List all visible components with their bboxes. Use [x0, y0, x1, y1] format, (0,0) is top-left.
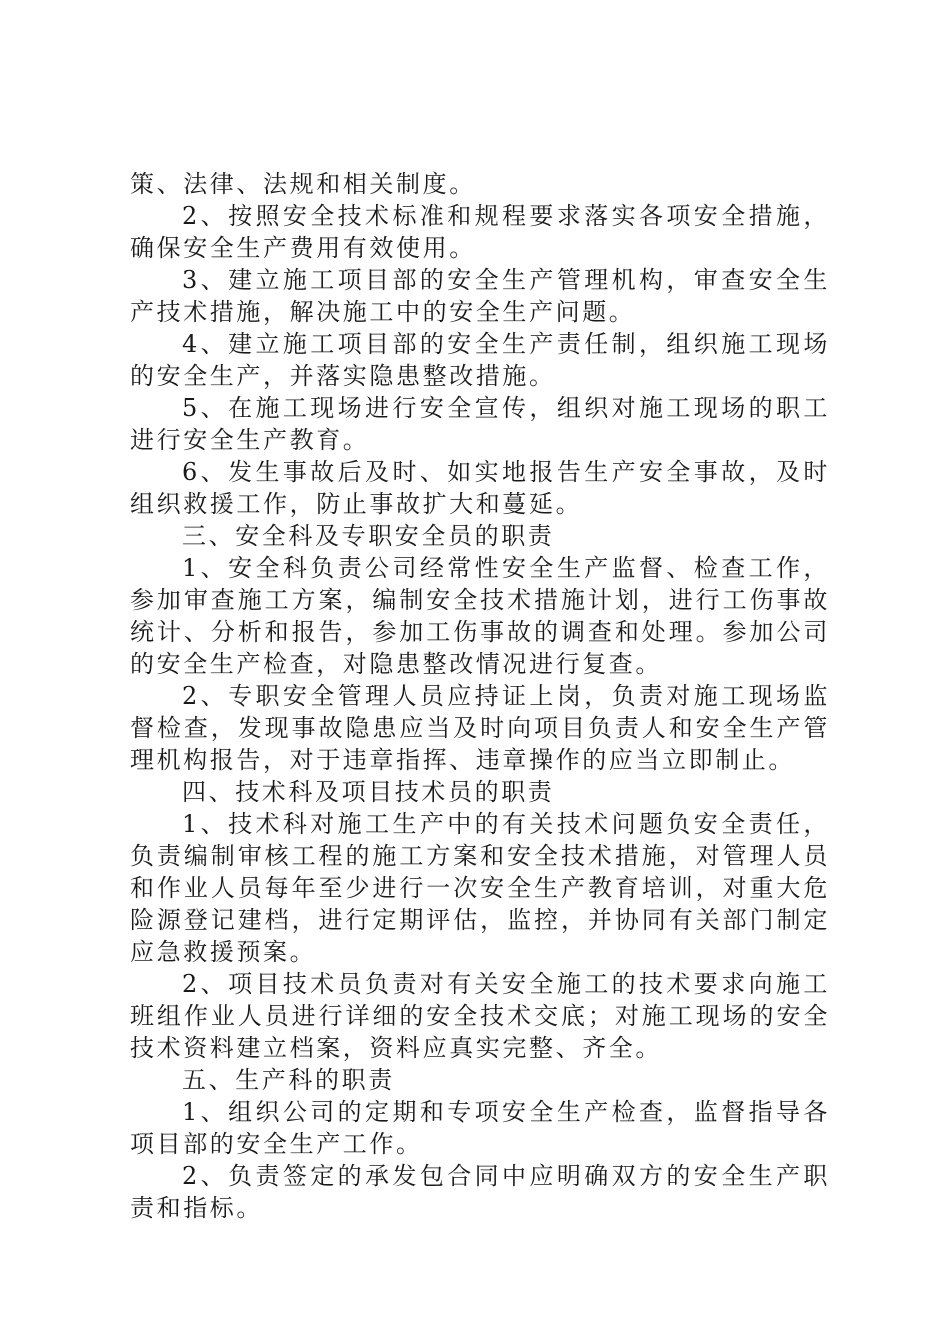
paragraph-continuation: 策、法律、法规和相关制度。	[130, 170, 476, 198]
paragraph-item-3: 3、建立施工项目部的安全生产管理机构，审查安全生产技术措施，解决施工中的安全生产问题。	[130, 266, 830, 326]
paragraph-item-4: 4、建立施工项目部的安全生产责任制，组织施工现场的安全生产，并落实隐患整改措施。	[130, 330, 830, 390]
paragraph-production-dept-1: 1、组织公司的定期和专项安全生产检查，监督指导各项目部的安全生产工作。	[130, 1098, 830, 1158]
paragraph-safety-dept-1: 1、安全科负责公司经常性安全生产监督、检查工作，参加审查施工方案，编制安全技术措施计划，进行工伤事故统计、分析和报告，参加工伤事故的调查和处理。参加公司的安全生产检查，对隐患整改情况进行复查。	[130, 554, 830, 678]
paragraph-tech-dept-2: 2、项目技术员负责对有关安全施工的技术要求向施工班组作业人员进行详细的安全技术交底；对施工现场的安全技术资料建立档案，资料应真实完整、齐全。	[130, 970, 830, 1062]
paragraph-item-5: 5、在施工现场进行安全宣传，组织对施工现场的职工进行安全生产教育。	[130, 394, 830, 454]
paragraph-item-2: 2、按照安全技术标准和规程要求落实各项安全措施，确保安全生产费用有效使用。	[130, 202, 830, 262]
paragraph-item-6: 6、发生事故后及时、如实地报告生产安全事故，及时组织救援工作，防止事故扩大和蔓延。	[130, 458, 830, 518]
paragraph-production-dept-2: 2、负责签定的承发包合同中应明确双方的安全生产职责和指标。	[130, 1162, 830, 1222]
paragraph-safety-dept-2: 2、专职安全管理人员应持证上岗，负责对施工现场监督检查，发现事故隐患应当及时向项目负责人和安全生产管理机构报告，对于违章指挥、违章操作的应当立即制止。	[130, 682, 830, 774]
section-heading-3: 三、安全科及专职安全员的职责	[182, 522, 555, 550]
section-heading-4: 四、技术科及项目技术员的职责	[182, 778, 555, 806]
document-body	[130, 168, 830, 1224]
section-heading-5: 五、生产科的职责	[182, 1066, 395, 1094]
paragraph-tech-dept-1: 1、技术科对施工生产中的有关技术问题负安全责任，负责编制审核工程的施工方案和安全技术措施，对管理人员和作业人员每年至少进行一次安全生产教育培训，对重大危险源登记建档，进行定期评估，监控，并协同有关部门制定应急救援预案。	[130, 810, 830, 966]
